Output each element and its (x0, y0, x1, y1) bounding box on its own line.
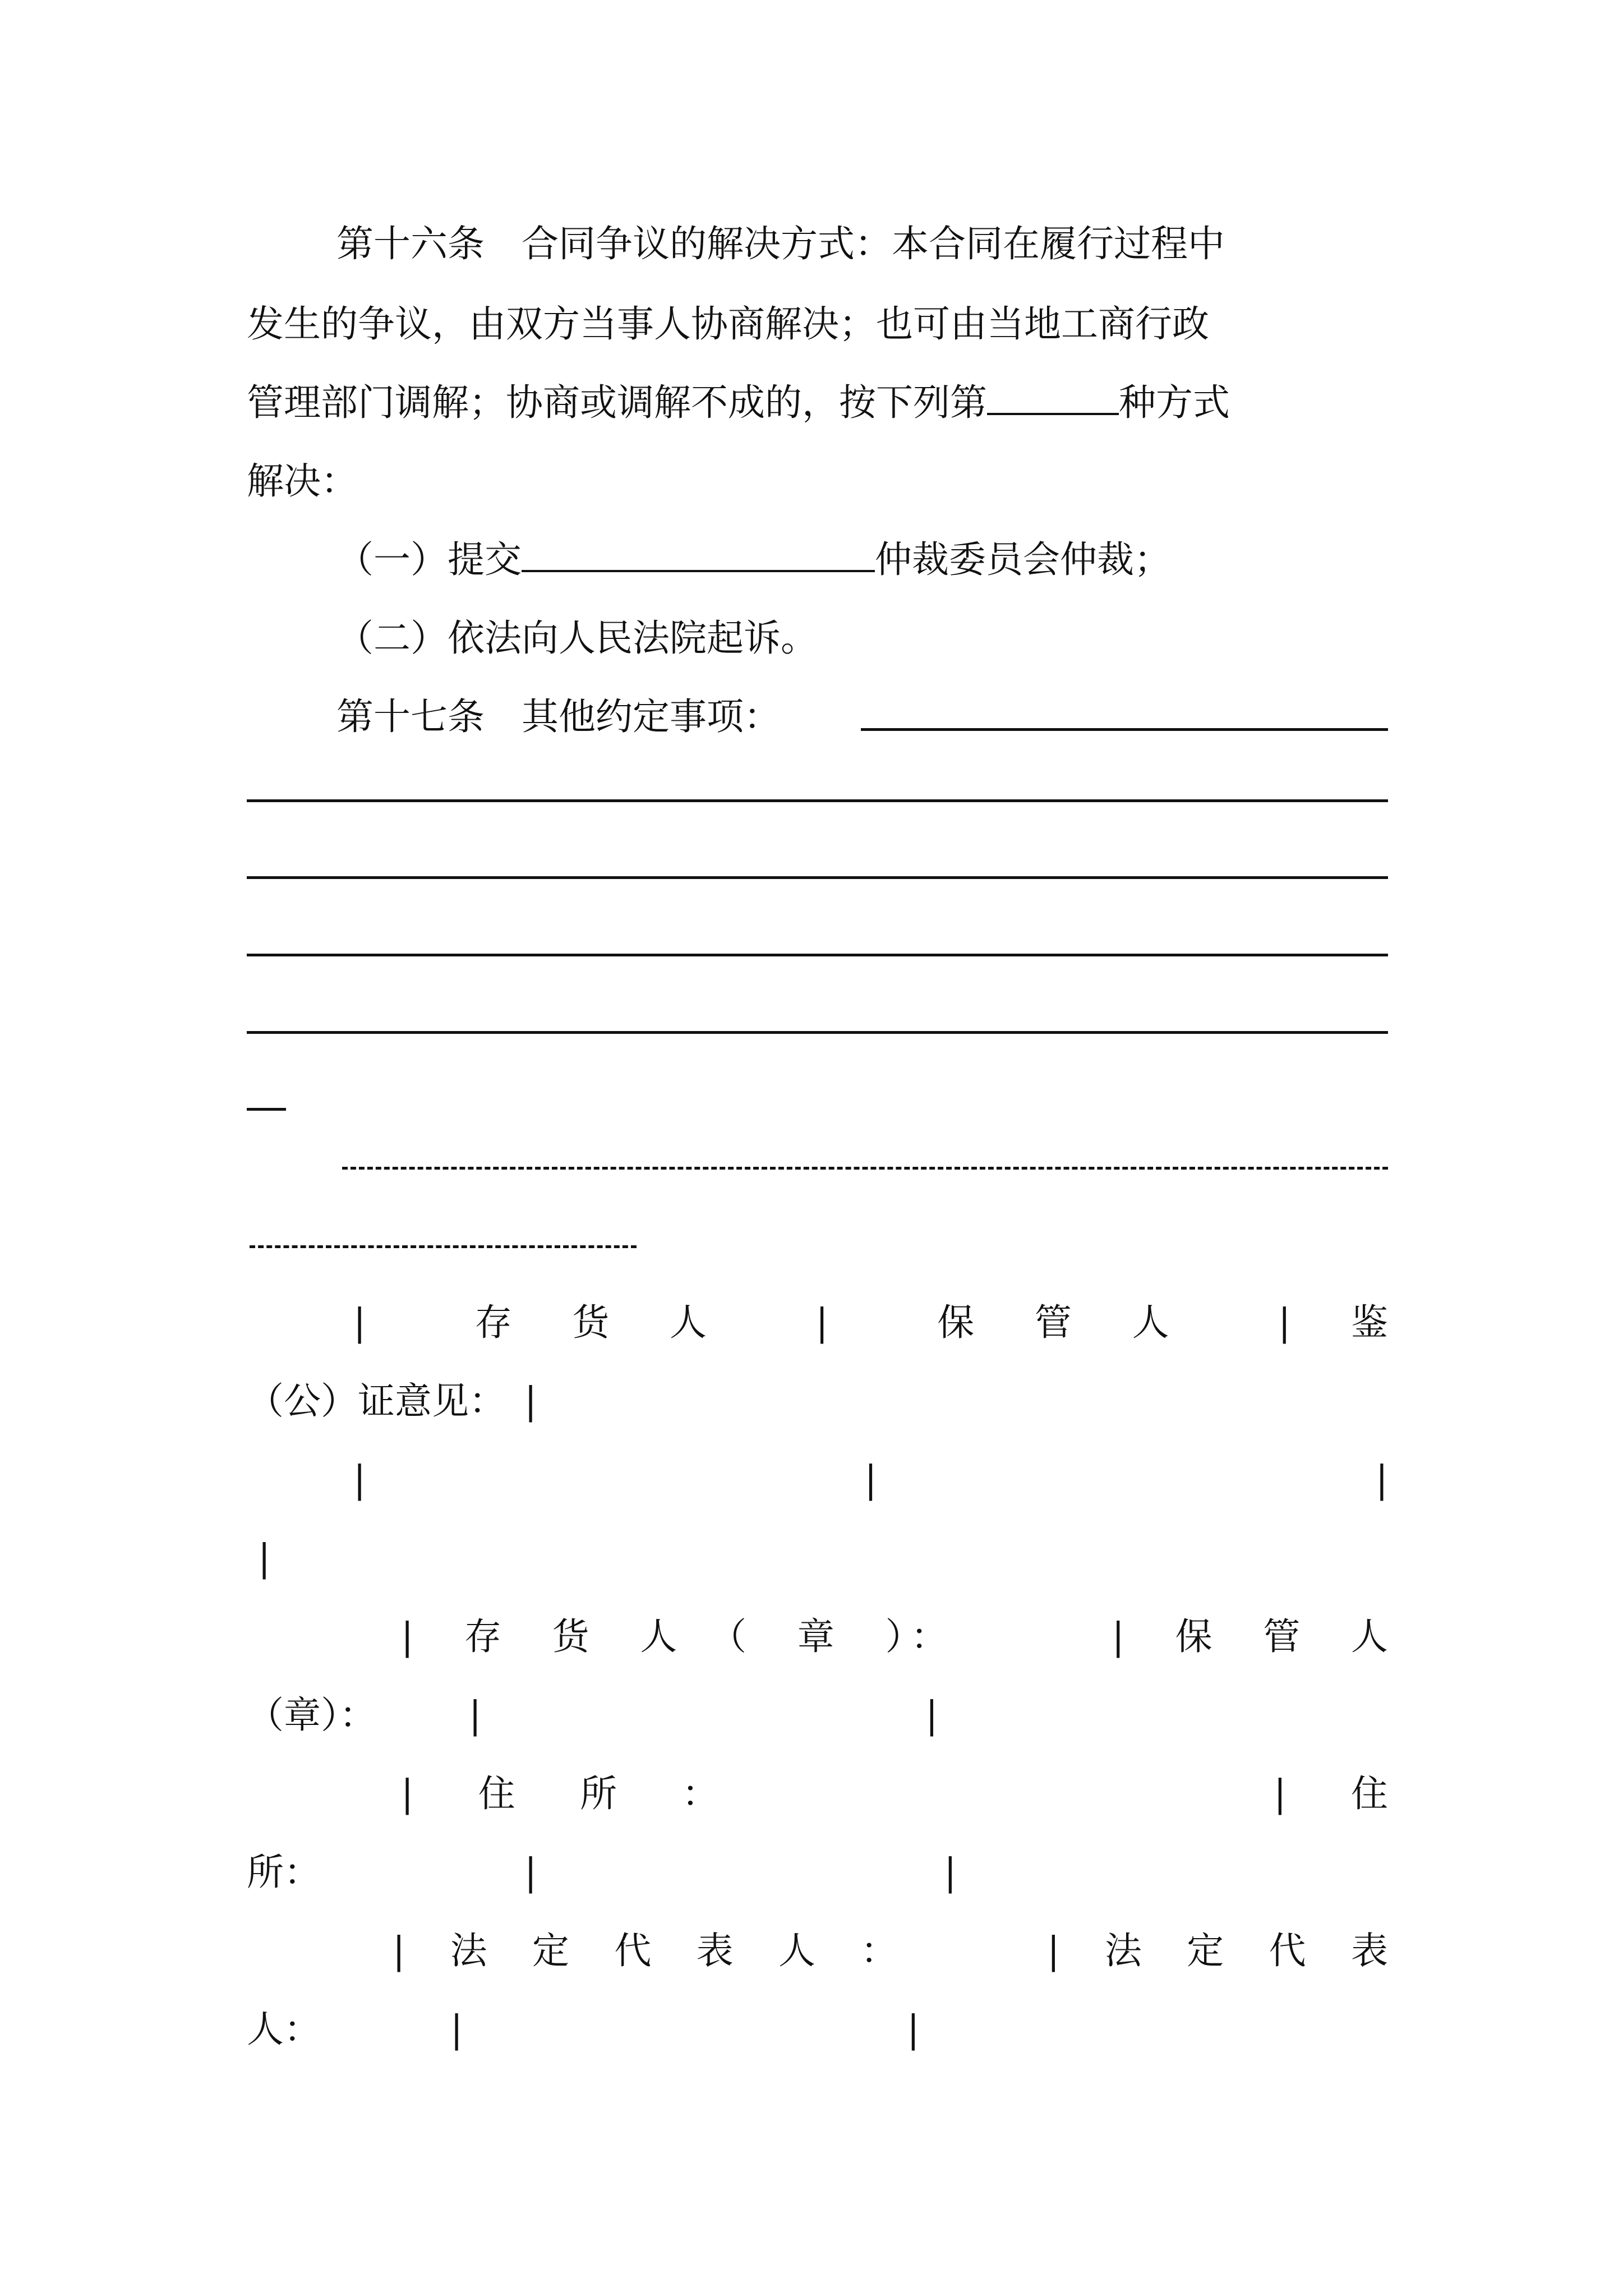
article-16-line-3-text: 管理部门调解；协商或调解不成的，按下列第 (247, 381, 987, 424)
option-arbitration-tail: 仲裁委员会仲裁； (875, 538, 1171, 581)
other-matters-blank-6[interactable] (247, 1108, 286, 1111)
table-legal-rep-row-cont: 人： | | (247, 2008, 920, 2051)
other-matters-blank-3[interactable] (247, 876, 1388, 879)
article-16-line-1: 第十六条 合同争议的解决方式：本合同在履行过程中 (336, 222, 1225, 265)
other-matters-blank-1[interactable] (861, 728, 1388, 731)
article-16-line-2: 发生的争议，由双方当事人协商解决；也可由当地工商行政 (247, 302, 1209, 346)
other-matters-blank-4[interactable] (247, 954, 1388, 956)
article-16-line-4: 解决： (247, 459, 358, 503)
other-matters-blank-2[interactable] (247, 799, 1388, 802)
arbitration-committee-blank[interactable] (522, 533, 875, 572)
table-header-row: | 存 货 人 | 保 管 人 | 鉴 (353, 1301, 1388, 1344)
table-seal-row: | 存 货 人 （ 章 ）： | 保 管 人 (401, 1615, 1388, 1658)
table-address-row: | 住 所 ： | 住 (401, 1772, 1388, 1815)
table-blank-row-cont: | (258, 1536, 271, 1580)
article-16-line-3-tail: 种方式 (1119, 381, 1230, 424)
article-16-line-3 (247, 375, 1230, 431)
table-top-border-cont (250, 1245, 637, 1248)
table-address-row-cont: 所： | | (247, 1851, 957, 1894)
article-17-label: 第十七条 其他约定事项： (336, 695, 781, 738)
table-legal-rep-row: | 法 定 代 表 人 ： | 法 定 代 表 (393, 1929, 1388, 1972)
option-arbitration (336, 532, 1171, 588)
option-litigation: （二）依法向人民法院起诉。 (336, 616, 818, 660)
table-seal-row-cont: （章）： | | (247, 1694, 938, 1737)
table-blank-row: | | | (353, 1458, 1388, 1501)
table-header-row-cont: （公）证意见： | (247, 1379, 537, 1423)
other-matters-blank-5[interactable] (247, 1031, 1388, 1034)
table-top-border (342, 1167, 1388, 1170)
method-number-blank[interactable] (987, 376, 1119, 415)
option-arbitration-label: （一）提交 (336, 538, 522, 581)
